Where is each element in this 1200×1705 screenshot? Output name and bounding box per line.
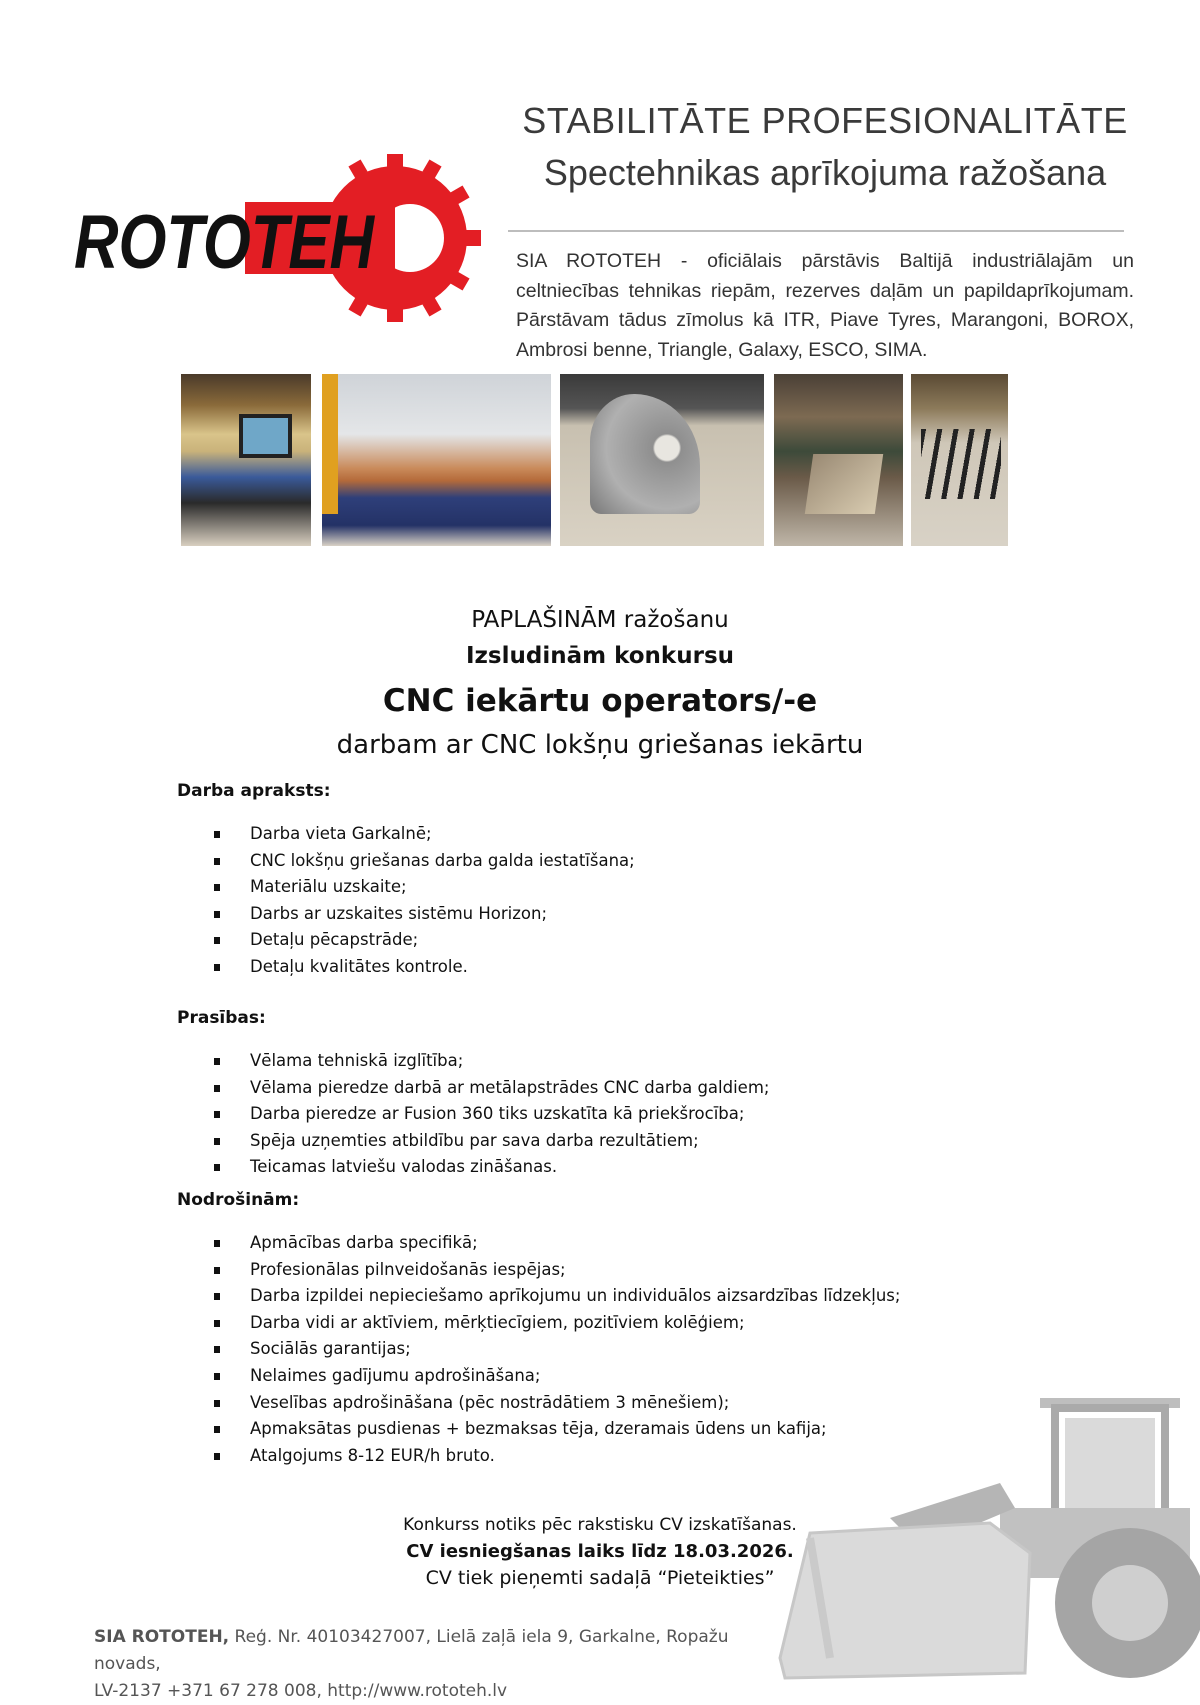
requirements-list <box>214 1048 769 1181</box>
tagline-manufacturing: Spectehnikas aprīkojuma ražošana <box>543 152 1107 193</box>
section-label-requirements: Prasības: <box>177 1008 266 1028</box>
tagline-stability: STABILITĀTE PROFESIONALITĀTE <box>522 100 1128 141</box>
closing-process: Konkurss notiks pēc rakstisku CV izskatīšanas. <box>403 1515 797 1535</box>
footer-details-1: Reģ. Nr. 40103427007, Lielā zaļā iela 9, Garkalne, Ropažu novads, <box>94 1627 729 1674</box>
closing-apply: CV tiek pieņemti sadaļā “Pieteikties” <box>425 1567 775 1589</box>
list-item: Atalgojums 8-12 EUR/h bruto. <box>214 1443 900 1470</box>
section-label-description: Darba apraksts: <box>177 781 331 801</box>
list-item: Apmācības darba specifikā; <box>214 1230 900 1257</box>
closing-deadline: CV iesniegšanas laiks līdz 18.03.2026. <box>406 1541 794 1562</box>
photo-cnc-panel <box>181 374 311 546</box>
job-title: CNC iekārtu operators/-e <box>382 683 818 719</box>
list-item: Detaļu pēcapstrāde; <box>214 927 635 954</box>
list-item: Vēlama pieredze darbā ar metālapstrādes CNC darba galdiem; <box>214 1075 769 1102</box>
photo-cutting-table <box>322 374 551 546</box>
list-item: Sociālās garantijas; <box>214 1336 900 1363</box>
rototeh-logo <box>70 150 495 330</box>
headline-announce: Izsludinām konkursu <box>465 643 735 669</box>
photo-rake <box>911 374 1008 546</box>
photo-bucket <box>774 374 903 546</box>
list-item: Darba izpildei nepieciešamo aprīkojumu un individuālos aizsardzības līdzekļus; <box>214 1283 900 1310</box>
wheel-loader-image <box>770 1388 1200 1688</box>
list-item: CNC lokšņu griešanas darba galda iestatīšana; <box>214 848 635 875</box>
footer-company: SIA ROTOTEH, <box>94 1627 230 1647</box>
footer-contact <box>94 1624 794 1705</box>
description-list <box>214 821 635 981</box>
logo-text: ROTOTEH <box>74 200 376 285</box>
company-intro: SIA ROTOTEH - oficiālais pārstāvis Baltijā industriālajām un celtniecības tehnikas riepām, rezerves daļām un papildaprīkojumam. Pārstāvam tādus zīmolus kā ITR, Piave Tyres, Marangoni, BOROX, Ambrosi benne, Triangle, Galaxy, ESCO, SIMA. <box>516 250 1134 361</box>
job-subtitle: darbam ar CNC lokšņu griešanas iekārtu <box>336 730 864 760</box>
headline-expanding: PAPLAŠINĀM ražošanu <box>471 607 729 633</box>
list-item: Apmaksātas pusdienas + bezmaksas tēja, dzeramais ūdens un kafija; <box>214 1416 900 1443</box>
list-item: Materiālu uzskaite; <box>214 874 635 901</box>
list-item: Profesionālas pilnveidošanās iespējas; <box>214 1257 900 1284</box>
section-label-offer: Nodrošinām: <box>177 1190 300 1210</box>
list-item: Darba vieta Garkalnē; <box>214 821 635 848</box>
header-divider <box>508 230 1124 232</box>
list-item: Darba pieredze ar Fusion 360 tiks uzskatīta kā priekšrocība; <box>214 1101 769 1128</box>
list-item: Vēlama tehniskā izglītība; <box>214 1048 769 1075</box>
list-item: Teicamas latviešu valodas zināšanas. <box>214 1154 769 1181</box>
list-item: Detaļu kvalitātes kontrole. <box>214 954 635 981</box>
list-item: Veselības apdrošināšana (pēc nostrādātiem 3 mēnešiem); <box>214 1390 900 1417</box>
list-item: Darba vidi ar aktīviem, mērķtiecīgiem, pozitīviem kolēģiem; <box>214 1310 900 1337</box>
photo-steel-part <box>560 374 764 546</box>
list-item: Spēja uzņemties atbildību par sava darba rezultātiem; <box>214 1128 769 1155</box>
list-item: Darbs ar uzskaites sistēmu Horizon; <box>214 901 635 928</box>
list-item: Nelaimes gadījumu apdrošināšana; <box>214 1363 900 1390</box>
footer-details-2: LV-2137 +371 67 278 008, http://www.rototeh.lv <box>94 1681 508 1701</box>
